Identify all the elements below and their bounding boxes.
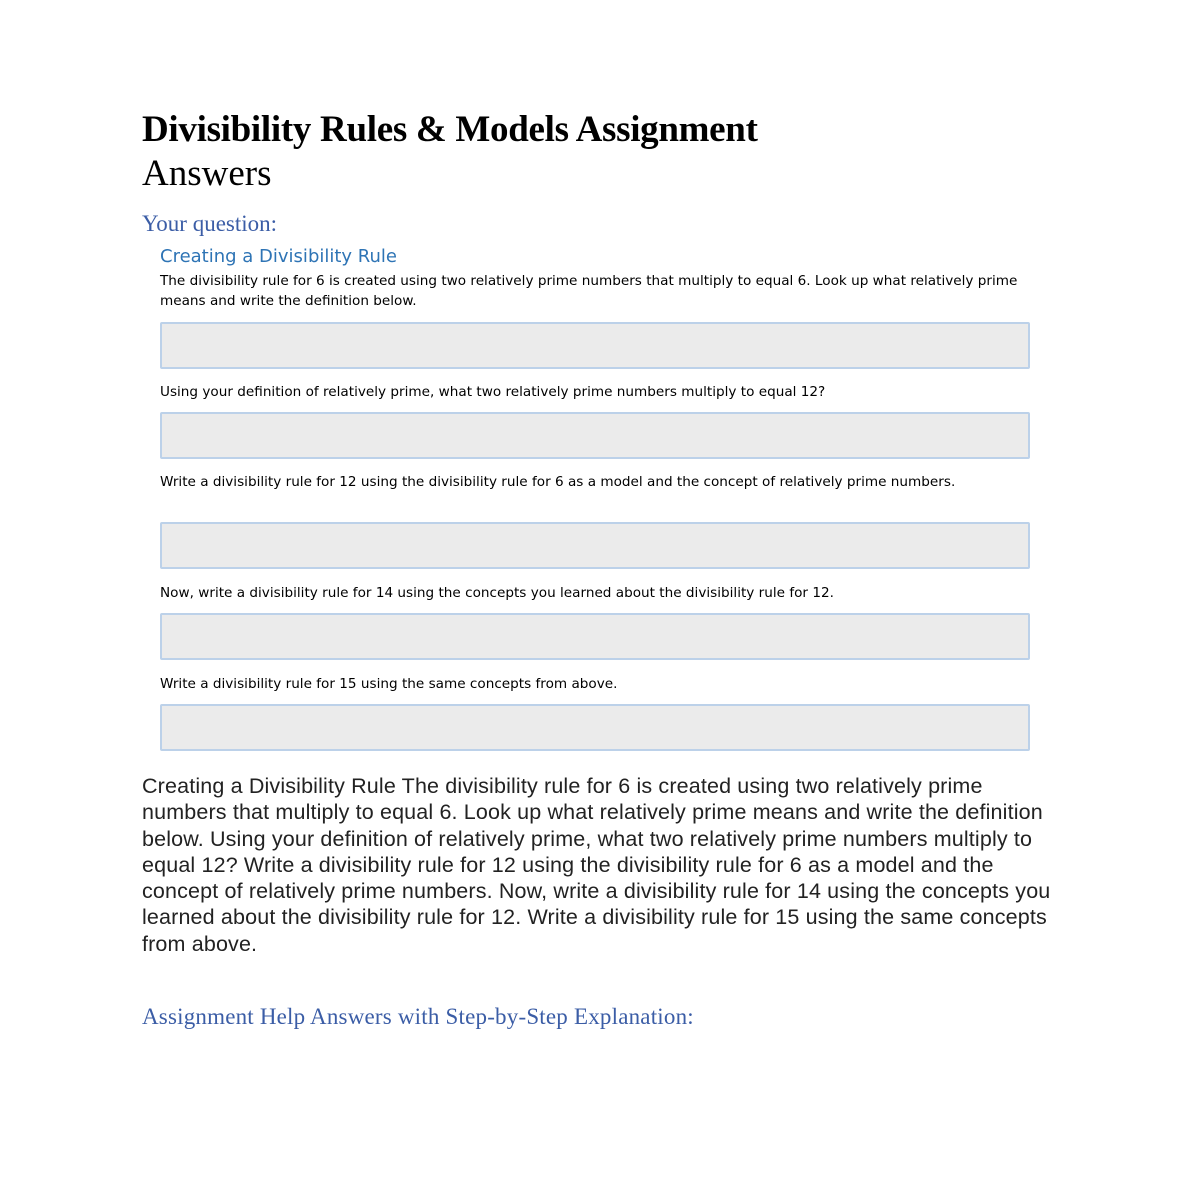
answer-box-4[interactable]	[160, 613, 1030, 660]
answers-heading: Assignment Help Answers with Step-by-Step Explanation:	[142, 1004, 694, 1029]
question-heading: Your question:	[142, 211, 278, 236]
worksheet-prompt-2: Using your definition of relatively prime, what two relatively prime numbers multiply to equal 12?	[160, 384, 826, 400]
answer-box-5[interactable]	[160, 704, 1030, 751]
answer-box-2[interactable]	[160, 412, 1030, 459]
document-subtitle: Answers	[142, 153, 272, 194]
worksheet-title: Creating a Divisibility Rule	[160, 246, 397, 267]
document-title: Divisibility Rules & Models Assignment	[142, 109, 758, 150]
worksheet-prompt-1: The divisibility rule for 6 is created using two relatively prime numbers that multiply to equal 6. Look up what relatively prime means and write the definition below.	[160, 273, 1018, 309]
question-text: Creating a Divisibility Rule The divisibility rule for 6 is created using two relatively prime numbers that multiply to equal 6. Look up what relatively prime means and write the definition below. Using your definition of relatively prime, what two relatively prime numbers multiply to equal 12? Write a divisibility rule for 12 using the divisibility rule for 6 as a model and the concept of relatively prime numbers. Now, write a divisibility rule for 14 using the concepts you learned about the divisibility rule for 12. Write a divisibility rule for 15 using the same concepts from above.	[142, 774, 1051, 956]
worksheet-prompt-5: Write a divisibility rule for 15 using the same concepts from above.	[160, 676, 618, 692]
answer-box-1[interactable]	[160, 322, 1030, 369]
answer-box-3[interactable]	[160, 522, 1030, 569]
worksheet-prompt-3: Write a divisibility rule for 12 using the divisibility rule for 6 as a model and the concept of relatively prime numbers.	[160, 474, 956, 490]
worksheet-prompt-4: Now, write a divisibility rule for 14 using the concepts you learned about the divisibility rule for 12.	[160, 585, 834, 601]
